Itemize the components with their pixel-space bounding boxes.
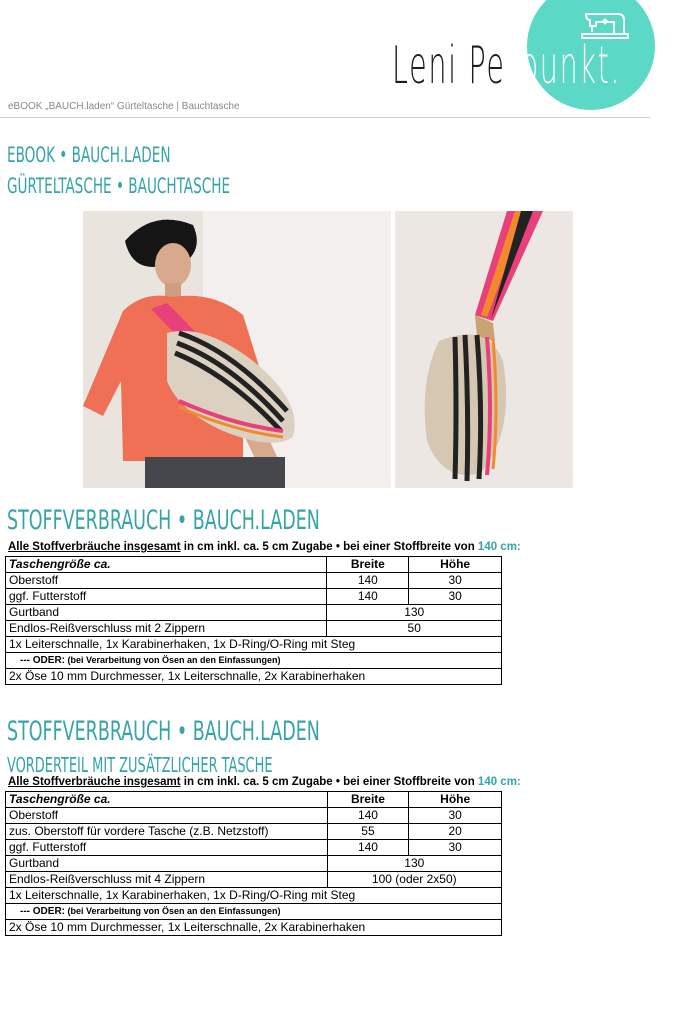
row-breite: 140 (327, 573, 409, 589)
table-row (6, 589, 502, 605)
row-hoehe: 30 (409, 808, 502, 824)
row-breite: 140 (327, 840, 409, 856)
gurtband-label: Gurtband (6, 856, 328, 872)
section2-intro-mid: in cm inkl. ca. 5 cm Zugabe • bei einer Stoffbreite von (180, 776, 478, 788)
table-header-row (6, 792, 502, 808)
zipper-label: Endlos-Reißverschluss mit 4 Zippern (6, 872, 328, 888)
product-photo-illustration (83, 211, 573, 488)
section2-subtitle-text: VORDERTEIL MIT ZUSÄTZLICHER TASCHE (7, 753, 273, 777)
row-breite: 140 (327, 589, 409, 605)
header-label: Taschengröße ca. (6, 557, 327, 573)
row-label: ggf. Futterstoff (6, 589, 327, 605)
section2-title-text: STOFFVERBRAUCH • BAUCH.LADEN (7, 716, 320, 747)
table-row (6, 653, 502, 669)
section1-table (5, 556, 502, 685)
section2-table (5, 791, 502, 936)
oder-note: (bei Verarbeitung von Ösen an den Einfassungen) (65, 655, 281, 665)
section2-intro-value: 140 cm: (477, 776, 521, 788)
header-label: Taschengröße ca. (6, 792, 328, 808)
row-breite: 55 (327, 824, 409, 840)
row-hoehe: 30 (409, 573, 502, 589)
table-row (6, 808, 502, 824)
table-row (6, 605, 502, 621)
table-row (6, 872, 502, 888)
table-row (6, 888, 502, 904)
table-row (6, 920, 502, 936)
ebook-title-line1: EBOOK • BAUCH.LADEN (7, 143, 171, 167)
section1-intro-value: 140 cm: (477, 541, 521, 553)
table-row (6, 904, 502, 920)
section1-intro-mid: in cm inkl. ca. 5 cm Zugabe • bei einer Stoffbreite von (180, 541, 478, 553)
table-row (6, 824, 502, 840)
hardware-text: 1x Leiterschnalle, 1x Karabinerhaken, 1x D-Ring/O-Ring mit Steg (6, 637, 502, 653)
hardware-text: 1x Leiterschnalle, 1x Karabinerhaken, 1x D-Ring/O-Ring mit Steg (6, 888, 502, 904)
row-label: Oberstoff (6, 573, 327, 589)
table-row (6, 621, 502, 637)
oder-main: --- ODER: (20, 655, 65, 666)
product-photos (83, 211, 573, 488)
section2-intro (8, 776, 521, 788)
section2-intro-underlined: Alle Stoffverbräuche insgesamt (8, 776, 181, 788)
row-hoehe: 30 (409, 589, 502, 605)
page-header (0, 0, 680, 118)
section1-title (7, 506, 442, 536)
gurtband-value: 130 (327, 605, 502, 621)
section1-intro-underlined: Alle Stoffverbräuche insgesamt (8, 541, 181, 553)
header-hoehe: Höhe (409, 557, 502, 573)
table-row (6, 840, 502, 856)
table-row (6, 637, 502, 653)
oder-row (6, 653, 502, 669)
ebook-title (7, 140, 317, 202)
section2-subtitle (7, 754, 376, 776)
gurtband-value: 130 (327, 856, 501, 872)
oder-note: (bei Verarbeitung von Ösen an den Einfassungen) (65, 906, 281, 916)
logo-text-light: punkt. (520, 36, 622, 96)
alt-hardware-text: 2x Öse 10 mm Durchmesser, 1x Leiterschnalle, 2x Karabinerhaken (6, 669, 502, 685)
row-breite: 140 (327, 808, 409, 824)
table-row (6, 573, 502, 589)
zipper-value: 50 (327, 621, 502, 637)
header-divider (0, 117, 650, 118)
header-subtitle: eBOOK „BAUCH.laden“ Gürteltasche | Bauchtasche (8, 101, 240, 112)
section1-intro (8, 541, 521, 553)
header-hoehe: Höhe (409, 792, 502, 808)
zipper-value: 100 (oder 2x50) (327, 872, 501, 888)
ebook-title-line2: GÜRTELTASCHE • BAUCHTASCHE (7, 174, 231, 198)
row-hoehe: 30 (409, 840, 502, 856)
row-label: Oberstoff (6, 808, 328, 824)
section1-title-text: STOFFVERBRAUCH • BAUCH.LADEN (7, 505, 320, 536)
zipper-label: Endlos-Reißverschluss mit 2 Zippern (6, 621, 327, 637)
table-header-row (6, 557, 502, 573)
row-hoehe: 20 (409, 824, 502, 840)
table-row (6, 669, 502, 685)
row-label: ggf. Futterstoff (6, 840, 328, 856)
header-breite: Breite (327, 557, 409, 573)
row-label: zus. Oberstoff für vordere Tasche (z.B. Netzstoff) (6, 824, 328, 840)
logo-text-dark: Leni Pe (392, 36, 506, 96)
gurtband-label: Gurtband (6, 605, 327, 621)
section2-title (7, 717, 442, 747)
alt-hardware-text: 2x Öse 10 mm Durchmesser, 1x Leiterschnalle, 2x Karabinerhaken (6, 920, 502, 936)
header-breite: Breite (327, 792, 409, 808)
table-row (6, 856, 502, 872)
oder-main: --- ODER: (20, 906, 65, 917)
oder-row (6, 904, 502, 920)
